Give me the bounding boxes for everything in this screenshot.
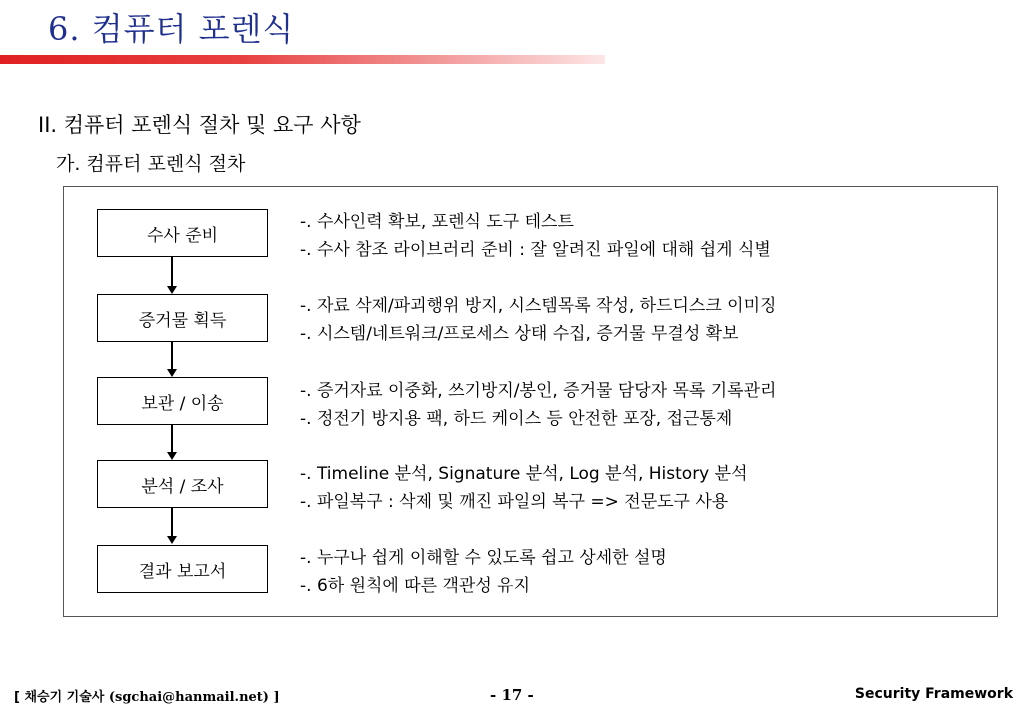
description-line: -. 수사 참조 라이브러리 준비 : 잘 알려진 파일에 대해 쉽게 식별 (300, 240, 771, 260)
description-line: -. 누구나 쉽게 이해할 수 있도록 쉽고 상세한 설명 (300, 548, 667, 568)
description-line: -. 수사인력 확보, 포렌식 도구 테스트 (300, 212, 574, 232)
description-line: -. 자료 삭제/파괴행위 방지, 시스템목록 작성, 하드디스크 이미징 (300, 296, 777, 316)
step-box-storage-transfer: 보관 / 이송 (97, 377, 268, 425)
footer-page-number: - 17 - (490, 686, 534, 704)
step-box-investigation-prep: 수사 준비 (97, 209, 268, 257)
description-line: -. 시스템/네트워크/프로세스 상태 수집, 증거물 무결성 확보 (300, 324, 739, 344)
flow-connector (171, 342, 173, 370)
step-box-result-report: 결과 보고서 (97, 545, 268, 593)
flow-arrowhead (167, 369, 177, 377)
page-title: 6. 컴퓨터 포렌식 (48, 10, 295, 48)
description-line: -. 정전기 방지용 팩, 하드 케이스 등 안전한 포장, 접근통제 (300, 409, 733, 429)
flow-connector (171, 257, 173, 287)
flow-arrowhead (167, 536, 177, 544)
flow-arrowhead (167, 286, 177, 294)
flow-connector (171, 508, 173, 537)
footer-brand: Security Framework (854, 686, 1013, 702)
footer-author-prefix: [ 채승기 기술사 (14, 690, 109, 705)
footer-author-email: (sgchai@hanmail.net) ] (108, 690, 280, 705)
flow-connector (171, 425, 173, 453)
step-description-investigation-prep (300, 208, 771, 264)
description-line: -. Timeline 분석, Signature 분석, Log 분석, History 분석 (300, 464, 748, 484)
step-description-result-report (300, 544, 667, 600)
footer-author (14, 686, 280, 705)
description-line: -. 파일복구 : 삭제 및 깨진 파일의 복구 => 전문도구 사용 (300, 492, 729, 512)
title-underline-bar (0, 55, 605, 64)
step-box-analysis-investigation: 분석 / 조사 (97, 460, 268, 508)
description-line: -. 증거자료 이중화, 쓰기방지/봉인, 증거물 담당자 목록 기록관리 (300, 381, 777, 401)
step-description-evidence-acquisition (300, 292, 776, 348)
step-description-storage-transfer (300, 377, 776, 433)
step-box-evidence-acquisition: 증거물 획득 (97, 294, 268, 342)
section-heading: II. 컴퓨터 포렌식 절차 및 요구 사항 (38, 113, 361, 137)
description-line: -. 6하 원칙에 따른 객관성 유지 (300, 576, 531, 596)
flow-arrowhead (167, 452, 177, 460)
step-description-analysis-investigation (300, 460, 748, 516)
section-subheading: 가. 컴퓨터 포렌식 절차 (56, 153, 246, 175)
